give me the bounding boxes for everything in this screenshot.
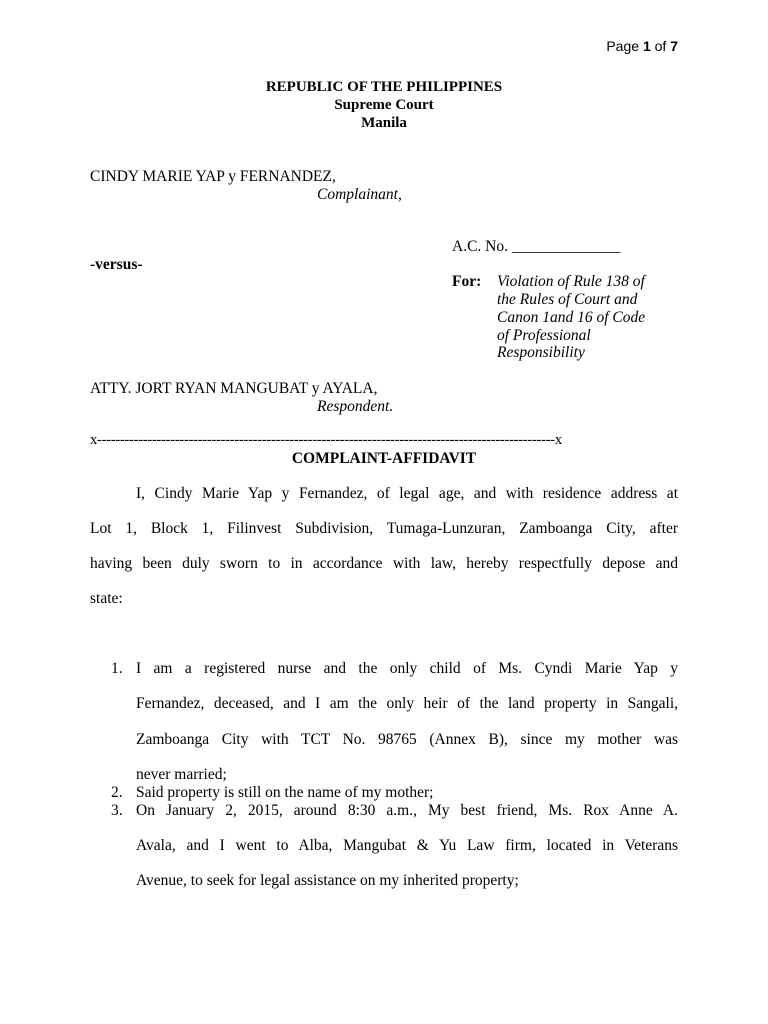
separator-line: x----------------------------------------------------------------------------------------------------x [90,432,562,448]
item-1-number: 1. [111,660,123,677]
intro-line-2: Lot 1, Block 1, Filinvest Subdivision, Tumaga-Lunzuran, Zamboanga City, after [90,520,678,537]
intro-line-1: I, Cindy Marie Yap y Fernandez, of legal age, and with residence address at [136,485,678,502]
intro-line-3: having been duly sworn to in accordance with law, hereby respectfully depose and [90,555,678,572]
for-label: For: [452,273,482,290]
header-city: Manila [361,115,407,131]
item-3-line: On January 2, 2015, around 8:30 a.m., My best friend, Ms. Rox Anne A. [136,802,678,819]
for-line-2: the Rules of Court and [497,291,638,308]
respondent-name: ATTY. JORT RYAN MANGUBAT y AYALA, [90,380,378,397]
versus: -versus- [90,256,143,273]
item-3-line: Avenue, to seek for legal assistance on my inherited property; [136,872,519,889]
ac-number: A.C. No. ______________ [452,238,621,255]
item-3-line: Avala, and I went to Alba, Mangubat & Yu Law firm, located in Veterans [136,837,678,854]
complainant-name: CINDY MARIE YAP y FERNANDEZ, [90,168,336,185]
item-1-line: never married; [136,766,227,783]
intro-paragraph [90,476,678,616]
complainant-role: Complainant, [317,186,402,203]
item-2-line: Said property is still on the name of my mother; [136,784,434,801]
item-2-number: 2. [111,784,123,801]
for-line-5: Responsibility [497,344,585,361]
item-1-line: Zamboanga City with TCT No. 98765 (Annex B), since my mother was [136,731,678,748]
page-number: Page 1 of 7 [606,38,678,54]
intro-line-4: state: [90,590,123,607]
item-1-line: Fernandez, deceased, and I am the only heir of the land property in Sangali, [136,695,678,712]
document-title: COMPLAINT-AFFIDAVIT [291,450,477,467]
page-total: 7 [670,38,678,54]
for-line-1: Violation of Rule 138 of [497,273,645,290]
header-court: Supreme Court [334,97,434,113]
for-line-3: Canon 1and 16 of Code [497,309,646,326]
page-current: 1 [642,38,651,54]
respondent-role: Respondent. [317,398,394,415]
for-line-4: of Professional [497,327,591,344]
header-republic: REPUBLIC OF THE PHILIPPINES [265,79,503,95]
item-3-number: 3. [111,802,123,819]
item-1-line: I am a registered nurse and the only child of Ms. Cyndi Marie Yap y [136,660,678,677]
